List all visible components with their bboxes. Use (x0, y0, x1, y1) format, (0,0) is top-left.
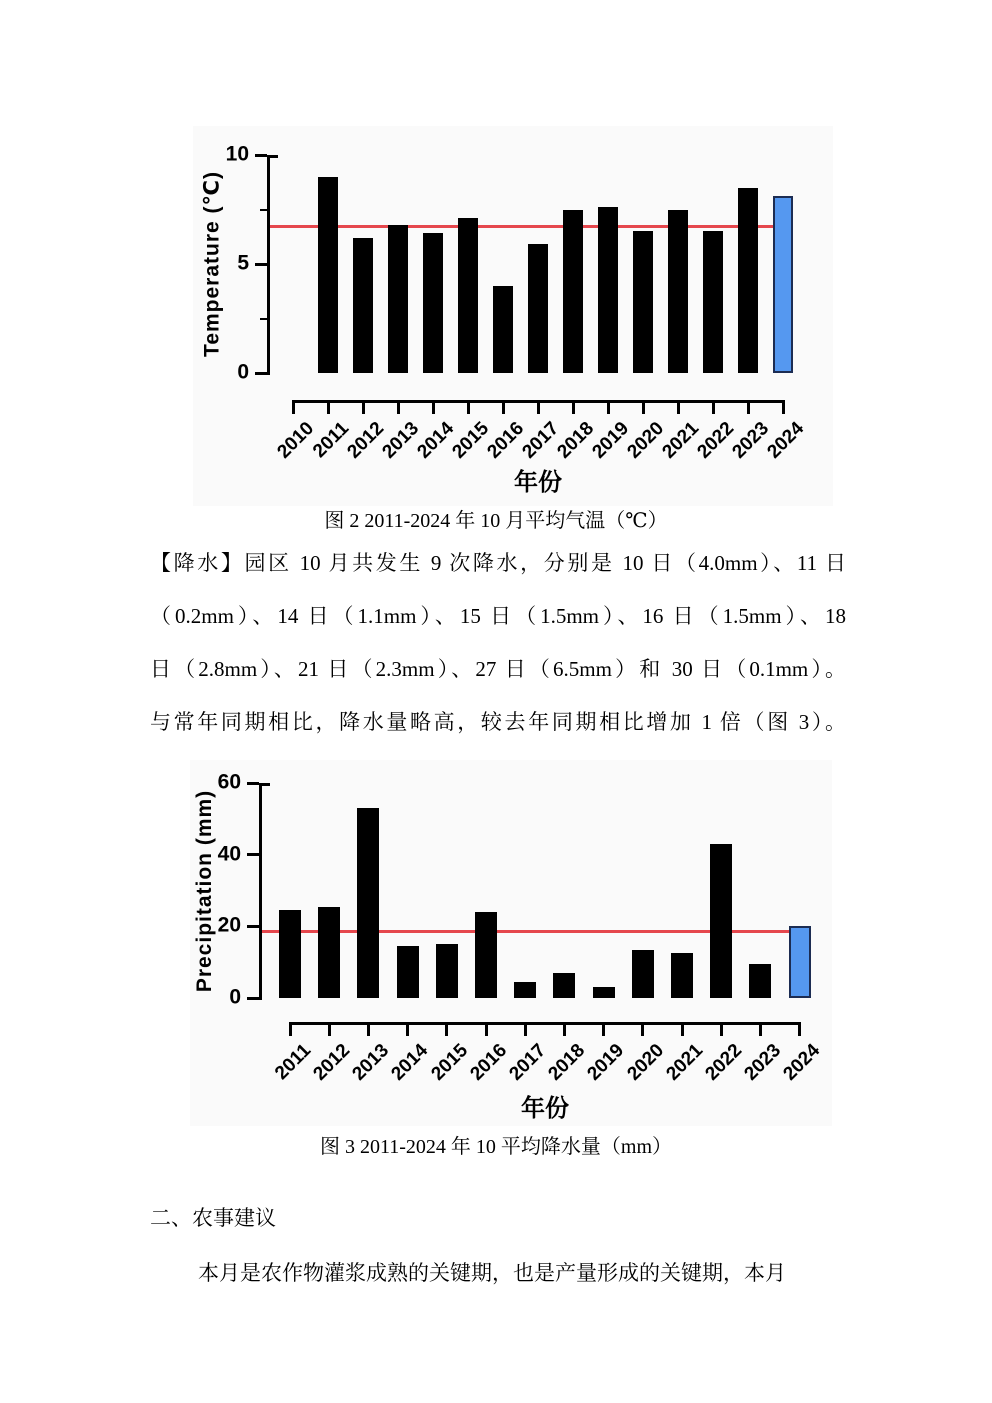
x-tick-2014 (432, 400, 435, 414)
y-tick-label-0: 0 (229, 985, 241, 1009)
x-tick-2024 (782, 400, 785, 414)
y-tick-20 (247, 925, 259, 928)
bar-2020 (632, 950, 654, 998)
x-tick-label-2013: 2013 (348, 1040, 394, 1085)
x-tick-2014 (406, 1022, 409, 1036)
bar-2022 (710, 844, 732, 998)
x-tick-label-2020: 2020 (622, 1040, 668, 1085)
x-tick-label-2023: 2023 (740, 1040, 786, 1085)
bar-2017 (528, 244, 548, 373)
x-tick-2016 (502, 400, 505, 414)
x-tick-label-2012: 2012 (343, 418, 388, 463)
y-axis-line (259, 783, 262, 1000)
x-tick-label-2022: 2022 (693, 418, 738, 463)
bar-2021 (671, 953, 693, 998)
x-tick-2015 (445, 1022, 448, 1036)
x-tick-2020 (642, 400, 645, 414)
x-tick-label-2010: 2010 (273, 418, 318, 463)
bar-2024 (789, 926, 811, 998)
x-tick-2018 (563, 1022, 566, 1036)
x-tick-label-2018: 2018 (544, 1040, 590, 1085)
y-tick-0 (255, 372, 267, 375)
bar-2017 (514, 982, 536, 998)
bar-2018 (553, 973, 575, 998)
x-tick-2012 (362, 400, 365, 414)
x-tick-2019 (607, 400, 610, 414)
x-tick-label-2021: 2021 (658, 418, 703, 463)
y-tick-40 (247, 853, 259, 856)
y-tick-60 (247, 782, 259, 785)
x-tick-label-2022: 2022 (701, 1040, 747, 1085)
x-tick-label-2015: 2015 (426, 1040, 472, 1085)
x-tick-label-2019: 2019 (583, 1040, 629, 1085)
bar-2022 (703, 231, 723, 373)
x-tick-2024 (798, 1022, 801, 1036)
x-tick-2017 (537, 400, 540, 414)
x-tick-label-2011: 2011 (308, 418, 353, 463)
y-minor-tick (260, 318, 267, 320)
y-tick-0 (247, 997, 259, 1000)
x-tick-2011 (327, 400, 330, 414)
x-tick-2019 (602, 1022, 605, 1036)
y-axis-title: Precipitation (mm) (193, 789, 216, 992)
y-tick-5 (255, 263, 267, 266)
x-axis-title: 年份 (521, 1095, 569, 1122)
y-axis-title: Temperature (℃) (200, 171, 224, 357)
y-axis-line (267, 155, 270, 375)
x-tick-2021 (681, 1022, 684, 1036)
reference-line (270, 225, 783, 228)
bar-2011 (279, 910, 301, 998)
bar-2019 (598, 207, 618, 373)
x-tick-2016 (485, 1022, 488, 1036)
y-tick-label-10: 10 (225, 142, 249, 166)
x-tick-label-2021: 2021 (662, 1040, 707, 1085)
figure-precipitation (150, 758, 850, 1130)
x-tick-2022 (720, 1022, 723, 1036)
bar-2012 (353, 238, 373, 373)
x-tick-2017 (524, 1022, 527, 1036)
x-axis-line (289, 1022, 802, 1025)
x-tick-2018 (572, 400, 575, 414)
x-tick-label-2014: 2014 (387, 1040, 433, 1085)
y-axis-top-cap (262, 783, 270, 786)
x-tick-label-2017: 2017 (518, 418, 563, 463)
x-tick-2010 (292, 400, 295, 414)
x-tick-label-2013: 2013 (378, 418, 423, 463)
caption-fig2: 图 2 2011-2024 年 10 月平均气温（℃） (324, 510, 668, 532)
x-tick-label-2023: 2023 (728, 418, 773, 463)
y-tick-10 (255, 154, 267, 157)
bar-2023 (749, 964, 771, 998)
x-tick-2012 (328, 1022, 331, 1036)
x-tick-label-2017: 2017 (505, 1040, 551, 1085)
bar-2015 (436, 944, 458, 998)
y-axis-top-cap (270, 155, 278, 158)
x-tick-2013 (397, 400, 400, 414)
x-tick-label-2024: 2024 (763, 418, 808, 463)
x-tick-2011 (289, 1022, 292, 1036)
bar-2011 (318, 177, 338, 373)
x-tick-2021 (677, 400, 680, 414)
x-tick-label-2016: 2016 (483, 418, 528, 463)
x-tick-label-2015: 2015 (448, 418, 493, 463)
bar-2024 (773, 196, 793, 373)
bar-2023 (738, 188, 758, 373)
y-tick-label-0: 0 (237, 360, 249, 384)
x-tick-2015 (467, 400, 470, 414)
bar-2018 (563, 210, 583, 374)
y-tick-label-40: 40 (217, 842, 241, 866)
figure-temperature (150, 126, 850, 508)
x-tick-label-2016: 2016 (466, 1040, 511, 1085)
x-axis-title: 年份 (514, 469, 562, 496)
x-tick-label-2019: 2019 (588, 418, 633, 463)
paragraph-advice: 本月是农作物灌浆成熟的关键期，也是产量形成的关键期，本月 (198, 1261, 786, 1285)
bar-2016 (475, 912, 497, 998)
x-tick-2020 (641, 1022, 644, 1036)
y-tick-label-60: 60 (217, 770, 241, 794)
bar-2015 (458, 218, 478, 373)
paragraph-precipitation-line2: （0.2mm）、14 日（1.1mm）、15 日（1.5mm）、16 日（1.5mm）、18 (150, 604, 846, 628)
caption-fig3: 图 3 2011-2024 年 10 平均降水量（mm） (319, 1136, 673, 1158)
bar-2020 (633, 231, 653, 373)
section-heading: 二、农事建议 (150, 1206, 276, 1230)
y-tick-label-5: 5 (237, 251, 249, 275)
bar-2019 (593, 987, 615, 998)
x-tick-2022 (712, 400, 715, 414)
x-tick-label-2011: 2011 (270, 1040, 315, 1085)
bar-2013 (357, 808, 379, 998)
paragraph-precipitation-line4: 与常年同期相比，降水量略高，较去年同期相比增加 1 倍（图 3）。 (150, 710, 846, 734)
paragraph-precipitation-line1: 【降水】园区 10 月共发生 9 次降水，分别是 10 日（4.0mm）、11 日 (150, 551, 846, 575)
x-tick-label-2014: 2014 (413, 418, 458, 463)
bar-2014 (423, 233, 443, 373)
x-tick-2023 (747, 400, 750, 414)
x-tick-label-2018: 2018 (553, 418, 598, 463)
bar-2012 (318, 907, 340, 998)
x-tick-2013 (367, 1022, 370, 1036)
y-tick-label-20: 20 (217, 913, 241, 937)
x-tick-label-2020: 2020 (623, 418, 668, 463)
x-tick-2023 (759, 1022, 762, 1036)
x-tick-label-2012: 2012 (309, 1040, 355, 1085)
bar-2016 (493, 286, 513, 373)
bar-2021 (668, 210, 688, 374)
bar-2013 (388, 225, 408, 373)
x-tick-label-2024: 2024 (779, 1040, 825, 1085)
paragraph-precipitation-line3: 日（2.8mm）、21 日（2.3mm）、27 日（6.5mm）和 30 日（0.1mm）。 (150, 657, 846, 681)
y-minor-tick (260, 209, 267, 211)
bar-2014 (397, 946, 419, 998)
